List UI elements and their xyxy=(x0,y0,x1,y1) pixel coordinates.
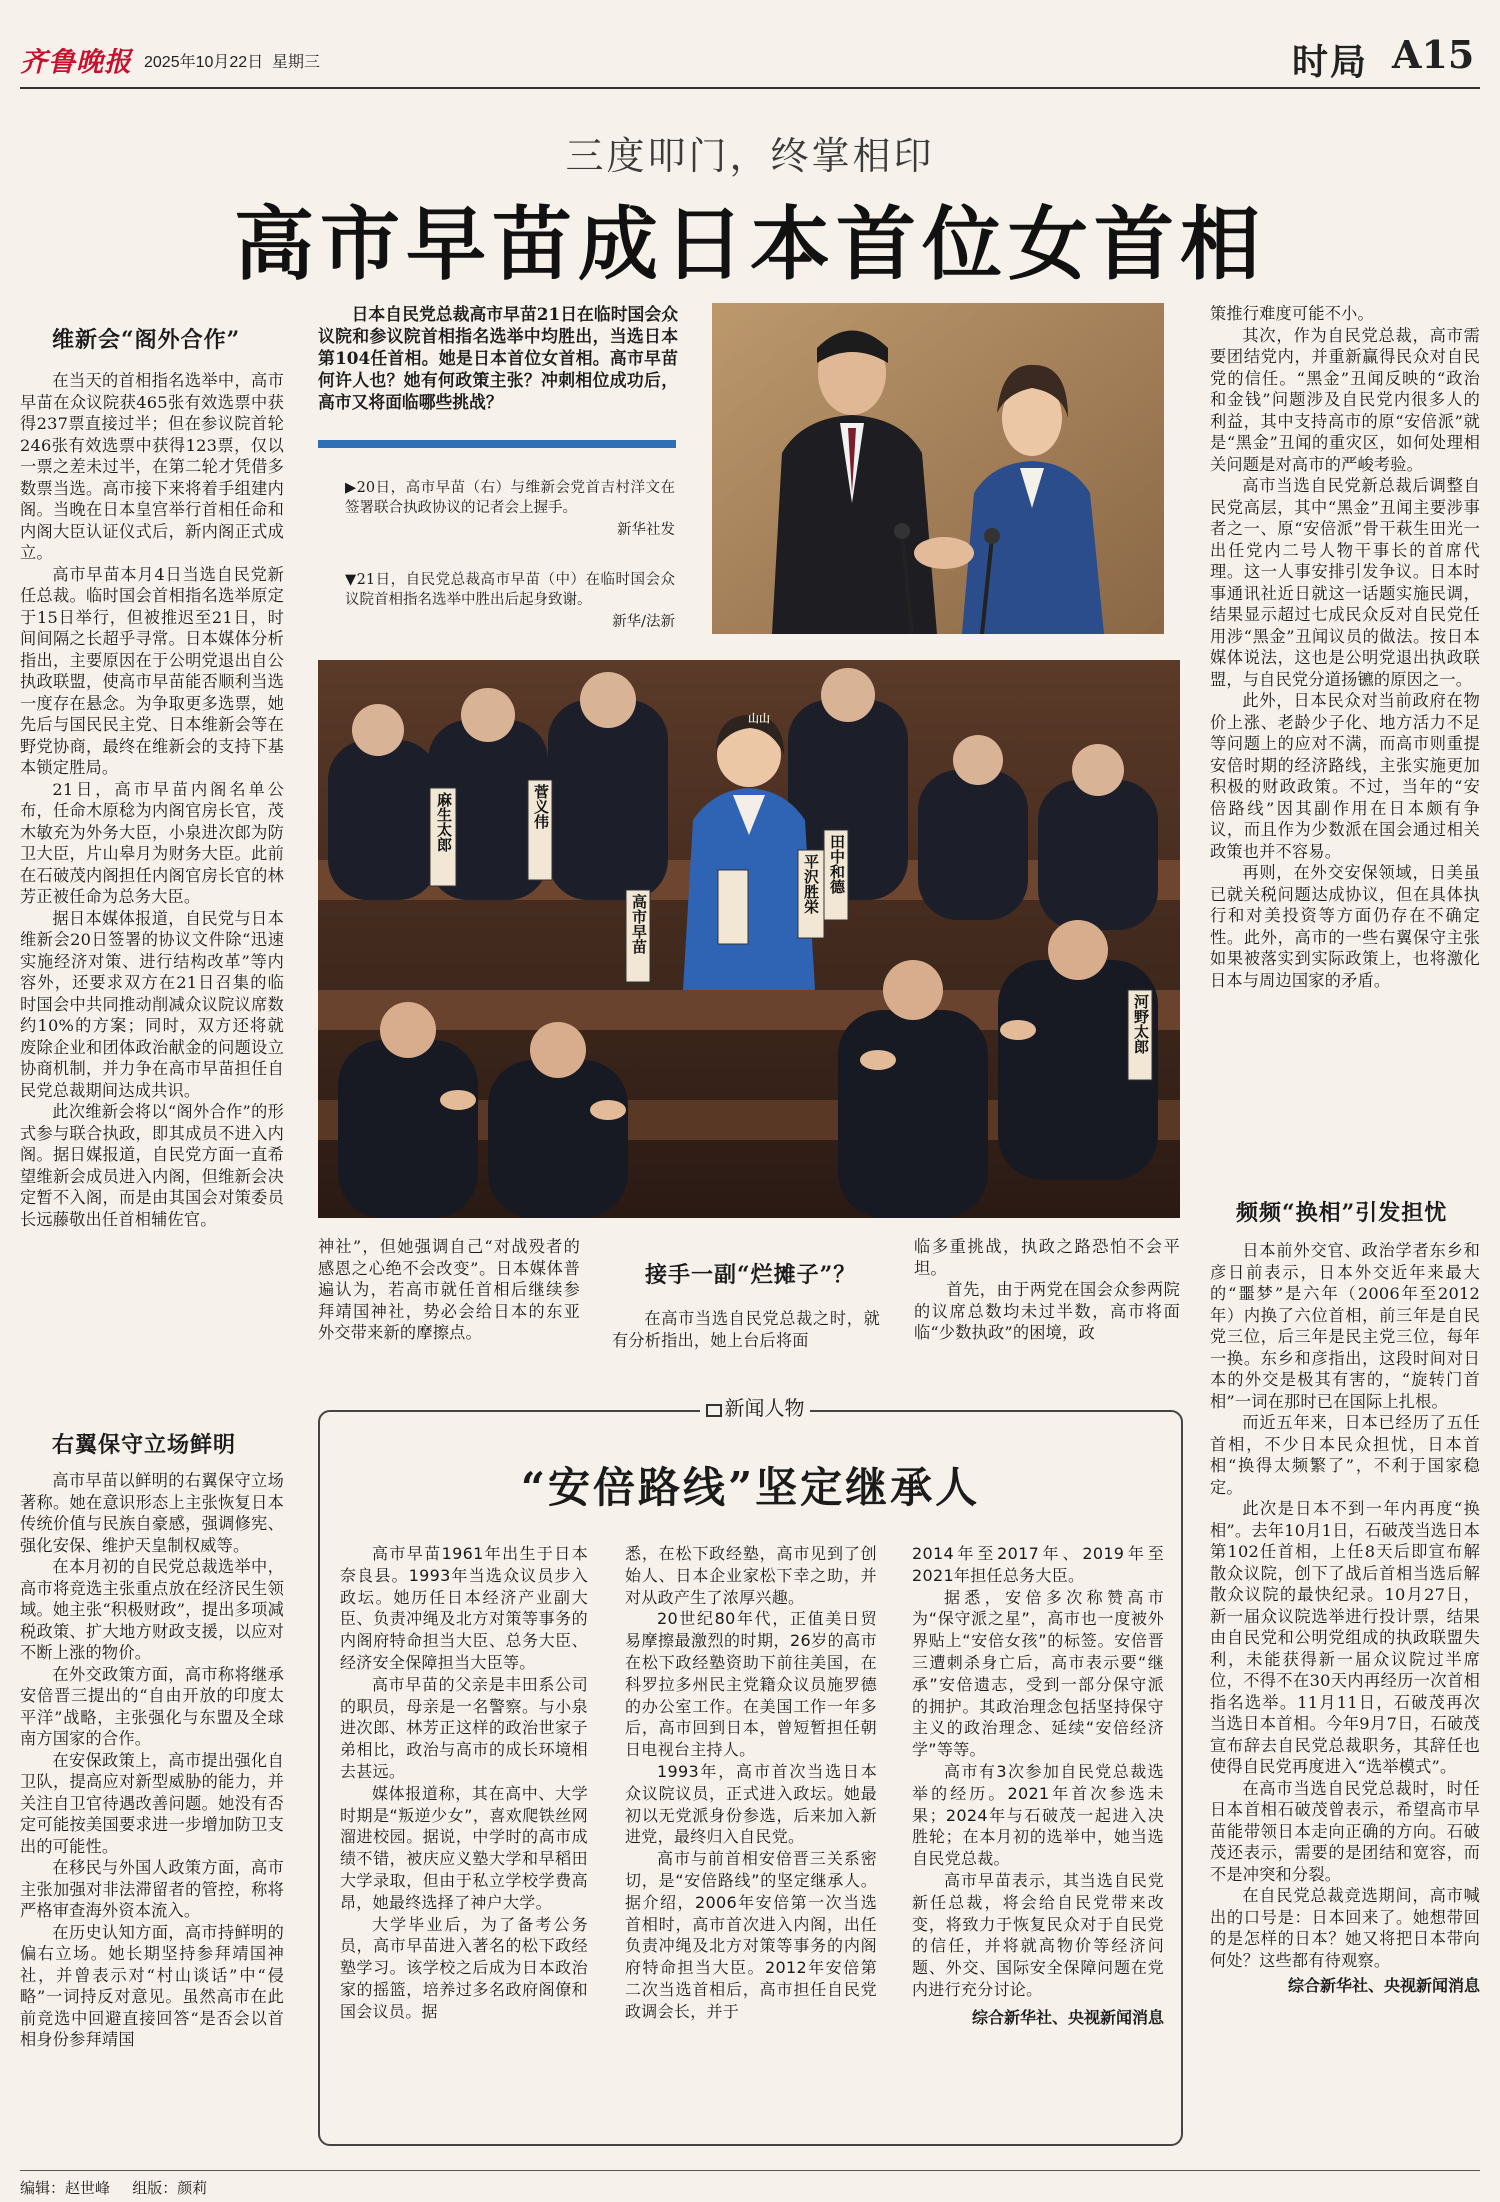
paragraph: 此次是日本不到一年内再度“换相”。去年10月1日，石破茂当选日本第102任首相，上任8天后即宣布解散众议院，创下了战后首相当选后解散众议院的最快纪录。10月27日，新一届众议院选举进行投计票，结果由自民党和公明党组成的执政联盟失利，未能获得新一届众议院过半席位，不得不在30天内再经历一次首相指名选举。11月11日，石破茂再次当选日本首相。今年9月7日，石破茂宣布辞去自民党总裁职务，其辞任也使得自民党再度进入“选举模式”。 xyxy=(1210,1499,1480,1776)
caption-applause xyxy=(345,570,675,631)
paragraph: 首先，由于两党在国会众参两院的议席总数均未过半数，高市将面临“少数执政”的困境，政 xyxy=(914,1280,1180,1342)
photo-handshake-illustration xyxy=(712,303,1164,634)
paragraph: 策推行难度可能不小。 xyxy=(1210,304,1374,323)
subhead-outside-cabinet: 维新会“阁外合作” xyxy=(52,327,241,353)
paragraph: 2014年至2017年、2019年至2021年担任总务大臣。 xyxy=(912,1544,1164,1585)
profile-column-3 xyxy=(912,1543,1164,2028)
left-column-part2 xyxy=(20,1470,284,2051)
nameplate-label: 河野太郎 xyxy=(1132,994,1150,1054)
photo-handshake xyxy=(712,303,1164,634)
paragraph: 在高市当选自民党总裁时，时任日本首相石破茂曾表示，希望高市早苗能带领日本走向正确的方向。石破茂还表示，需要的是团结和宽容，而不是冲突和分裂。 xyxy=(1210,1778,1480,1884)
nameplate-label: 山山 xyxy=(748,712,770,725)
lead-paragraph: 日本自民党总裁高市早苗21日在临时国会众议院和参议院首相指名选举中均胜出，当选日本第104任首相。她是日本首位女首相。高市早苗何许人也？她有何政策主张？冲刺相位成功后，高市又将面临哪些挑战？ xyxy=(318,304,678,412)
nameplate-label: 田中和德 xyxy=(828,834,846,894)
profile-title: “安倍路线”坚定继承人 xyxy=(520,1463,981,1512)
paragraph: 据日本媒体报道，自民党与日本维新会20日签署的协议文件除“迅速实施经济对策、进行结构改革”等内容外，还要求双方在21日召集的临时国会中共同推动削减众议院议席数约10%的方案；同时，双方还将就废除企业和团体政治献金的问题设立协商机制，并力争在高市早苗担任自民党总裁期间达成共识。 xyxy=(20,908,284,1100)
caption-credit: 新华/法新 xyxy=(612,614,675,630)
paragraph: 高市有3次参加自民党总裁选举的经历。2021年首次参选未果；2024年与石破茂一起进入决胜轮；在本月初的选举中，她当选自民党总裁。 xyxy=(912,1761,1164,1869)
section-name: 时局 xyxy=(1292,41,1369,83)
paragraph: 高市早苗本月4日当选自民党新任总裁。临时国会首相指名选举原定于15日举行，但被推迟至21日，时间间隔之长超乎寻常。日本媒体分析指出，主要原因在于公明党退出自公执政联盟，使高市早苗能否顺利当选一度存在悬念。为争取更多选票，她先后与国民民主党、日本维新会等在野党协商，最终在维新会的支持下基本锁定胜局。 xyxy=(20,564,284,777)
profile-label-icon xyxy=(706,1404,722,1417)
nameplate-label: 麻生太郎 xyxy=(435,792,453,852)
paragraph: 在安保政策上，高市提出强化自卫队，提高应对新型威胁的能力，并关注自卫官待遇改善问题。她没有否定可能按美国要求进一步增加防卫支出的可能性。 xyxy=(20,1750,284,1856)
paragraph: 在高市当选自民党总裁之时，就有分析指出，她上台后将面 xyxy=(612,1309,880,1350)
paragraph: 高市早苗1961年出生于日本奈良县。1993年当选众议员步入政坛。她历任日本经济产业副大臣、负责冲绳及北方对策等事务的内阁府特命担当大臣、总务大臣、经济安全保障担当大臣等。 xyxy=(340,1544,588,1672)
main-headline: 高市早苗成日本首位女首相 xyxy=(234,197,1266,291)
paragraph: 21日，高市早苗内阁名单公布，任命木原稔为内阁官房长官，茂木敏充为外务大臣，小泉进次郎为防卫大臣，片山皋月为财务大臣。此前在石破茂内阁担任内阁官房长官的林芳正被任命为总务大臣。 xyxy=(20,779,284,906)
paragraph: 据悉，安倍多次称赞高市为“保守派之星”，高市也一度被外界贴上“安倍女孩”的标签。安倍晋三遭刺杀身亡后，高市表示要“继承”安倍遗志，受到一部分保守派的拥护。其政治理念包括坚持保守主义的政治理念、延续“安倍经济学”等等。 xyxy=(912,1587,1164,1760)
paragraph: 此外，日本民众对当前政府在物价上涨、老龄少子化、地方活力不足等问题上的应对不满，而高市则重提安倍时期的经济路线，主张实施更加积极的财政政策。不过，当年的“安倍路线”因其副作用在日本颇有争议，而且作为少数派在国会通过相关政策也并不容易。 xyxy=(1210,691,1480,861)
photo-parliament-illustration xyxy=(318,660,1180,1218)
nameplate-label: 菅义伟 xyxy=(532,784,550,829)
paragraph: 在外交政策方面，高市称将继承安倍晋三提出的“自由开放的印度太平洋”战略，主张强化与东盟及全球南方国家的合作。 xyxy=(20,1664,284,1748)
nameplate-label: 高市早苗 xyxy=(630,894,648,954)
paragraph: 此次维新会将以“阁外合作”的形式参与联合执政，即其成员不进入内阁。据日媒报道，自民党方面一直希望维新会成员进入内阁，但维新会决定暂不入阁，而是由其国会对策委员长远藤敬出任首相辅佐官。 xyxy=(20,1102,284,1229)
left-column-part1 xyxy=(20,370,284,1230)
nameplate-label: 平沢胜栄 xyxy=(802,854,820,914)
profile-label-text: 新闻人物 xyxy=(724,1396,805,1420)
profile-box-label xyxy=(700,1394,810,1422)
paragraph: 神社”，但她强调自己“对战殁者的感恩之心绝不会改变”。日本媒体普遍认为，若高市就任首相后继续参拜靖国神社，势必会给日本的东亚外交带来新的摩擦点。 xyxy=(318,1237,580,1342)
paragraph: 在历史认知方面，高市持鲜明的偏右立场。她长期坚持参拜靖国神社，并曾表示对“村山谈话”中“侵略”一词持反对意见。虽然高市在此前竞选中回避直接回答“是否会以首相身份参拜靖国 xyxy=(20,1922,284,2049)
issue-date: 2025年10月22日 xyxy=(144,54,264,71)
profile-column-1 xyxy=(340,1543,588,2023)
paragraph: 在当天的首相指名选举中，高市早苗在众议院获465张有效选票中获得237票直接过半；但在参议院首轮246张有效选票中获得123票，仅以一票之差未过半，在第二轮才凭借多数票当选。高市接下来将着手组建内阁。当晚在日本皇宫举行首相任命和内阁大臣认证仪式后，新内阁正式成立。 xyxy=(20,371,284,562)
paragraph: 1993年，高市首次当选日本众议院议员，正式进入政坛。她最初以无党派身份参选，后来加入新进党，最终归入自民党。 xyxy=(625,1761,877,1847)
paragraph: 其次，作为自民党总裁，高市需要团结党内，并重新赢得民众对自民党的信任。“黑金”丑闻反映的“政治和金钱”问题涉及自民党内很多人的利益，其中支持高市的原“安倍派”就是“黑金”丑闻的重灾区，如何处理相关问题是对高市的严峻考验。 xyxy=(1210,325,1480,474)
mid-column-1 xyxy=(318,1236,580,1344)
paragraph: 在移民与外国人政策方面，高市主张加强对非法滞留者的管控，称将严格审查海外资本流入。 xyxy=(20,1858,284,1920)
footer-layout: 组版：颜莉 xyxy=(132,2180,208,2197)
paragraph: 高市当选自民党新总裁后调整自民党高层，其中“黑金”丑闻主要涉事者之一、原“安倍派”骨干萩生田光一出任党内二号人物干事长的首席代理。这一人事安排引发争议。日本时事通讯社近日就这一话题实施民调，结果显示超过七成民众反对自民党任用涉“黑金”丑闻议员的做法。按日本媒体说法，这也是公明党退出执政联盟，与自民党分道扬镳的原因之一。 xyxy=(1210,476,1480,689)
paragraph: 在本月初的自民党总裁选举中，高市将竞选主张重点放在经济民生领域。她主张“积极财政”，提出多项减税政策、扩大地方财政支援，以应对不断上涨的物价。 xyxy=(20,1557,284,1662)
paragraph: 高市早苗表示，其当选自民党新任总裁，将会给自民党带来改变，将致力于恢复民众对于自民党的信任，并将就高物价等经济问题、外交、国际安全保障问题在党内进行充分讨论。 xyxy=(912,1870,1164,1999)
newspaper-logo: 齐鲁晚报 xyxy=(20,47,132,78)
paragraph: 而近五年来，日本已经历了五任首相，不少日本民众担忧，日本首相“换得太频繁了”，不利于国家稳定。 xyxy=(1210,1413,1480,1497)
issue-weekday: 星期三 xyxy=(272,54,321,71)
footer-editor: 编辑：赵世峰 xyxy=(20,2180,111,2197)
paragraph: 大学毕业后，为了备考公务员，高市早苗进入著名的松下政经塾学习。该学校之后成为日本政治家的摇篮，培养过多名政府阁僚和国会议员。据 xyxy=(340,1914,588,2021)
subhead-pm-changes: 频频“换相”引发担忧 xyxy=(1236,1200,1448,1226)
paragraph: 高市早苗以鲜明的右翼保守立场著称。她在意识形态上主张恢复日本传统价值与民族自豪感，强调修宪、强化安保、维护天皇制权威等。 xyxy=(20,1471,284,1555)
right-column-part1 xyxy=(1210,303,1480,991)
paragraph: 临多重挑战，执政之路恐怕不会平坦。 xyxy=(914,1237,1180,1278)
subhead-right-wing: 右翼保守立场鲜明 xyxy=(52,1432,237,1458)
subhead-mess: 接手一副“烂摊子”？ xyxy=(645,1262,857,1288)
profile-signature: 综合新华社、央视新闻消息 xyxy=(971,2007,1164,2027)
paragraph: 在自民党总裁竞选期间，高市喊出的口号是：日本回来了。她想带回的是怎样的日本？她又将把日本带向何处？这些都有待观察。 xyxy=(1210,1886,1480,1970)
paragraph: 悉，在松下政经塾，高市见到了创始人、日本企业家松下幸之助，并对从政产生了浓厚兴趣。 xyxy=(625,1544,877,1607)
kicker-title: 三度叩门，终掌相印 xyxy=(565,134,935,178)
paragraph: 高市与前首相安倍晋三关系密切，是“安倍路线”的坚定继承人。据介绍，2006年安倍第一次当选首相时，高市首次进入内阁，出任负责冲绳及北方对策等事务的内阁府特命担当大臣。2012年安倍第二次当选首相后，高市担任自民党政调会长，并于 xyxy=(625,1849,877,2021)
page-number: A15 xyxy=(1392,32,1475,77)
right-column-part2 xyxy=(1210,1240,1480,1996)
mid-column-3 xyxy=(914,1236,1180,1344)
footer-credits xyxy=(20,2177,207,2198)
paragraph: 日本前外交官、政治学者东乡和彦日前表示，日本外交近年来最大的“噩梦”是六年（2006年至2012年）内换了六位首相，前三年是自民党三位，后三年是民主党三位，每年一换。东乡和彦指出，这段时间对日本的外交是极其有害的，“旋转门首相”一词在那时已在国际上扎根。 xyxy=(1210,1241,1480,1411)
footer-divider xyxy=(20,2170,1480,2171)
lead-accent-bar xyxy=(318,440,676,448)
header-divider xyxy=(20,87,1480,89)
article-signature: 综合新华社、央视新闻消息 xyxy=(1287,1976,1480,1995)
profile-column-2 xyxy=(625,1543,877,2023)
caption-text: ▶20日，高市早苗（右）与维新会党首吉村洋文在签署联合执政协议的记者会上握手。 xyxy=(345,480,675,516)
paragraph: 再则，在外交安保领域，日美虽已就关税问题达成协议，但在具体执行和对美投资等方面仍存在不确定性。此外，高市的一些右翼保守主张如果被落实到实际政策上，也将激化日本与周边国家的矛盾。 xyxy=(1210,863,1480,990)
caption-credit: 新华社发 xyxy=(617,522,675,538)
caption-handshake xyxy=(345,478,675,539)
caption-text: ▼21日，自民党总裁高市早苗（中）在临时国会众议院首相指名选举中胜出后起身致谢。 xyxy=(345,572,675,608)
paragraph: 媒体报道称，其在高中、大学时期是“叛逆少女”，喜欢爬铁丝网溜进校园。据说，中学时的高市成绩不错，被庆应义塾大学和早稻田大学录取，但由于私立学校学费高昂，她最终选择了神户大学。 xyxy=(340,1783,588,1912)
paragraph: 20世纪80年代，正值美日贸易摩擦最激烈的时期，26岁的高市在松下政经塾资助下前往美国，在科罗拉多州民主党籍众议员施罗德的办公室工作。在美国工作一年多后，高市回到日本，曾短暂担任朝日电视台主持人。 xyxy=(625,1609,877,1760)
mid-column-2 xyxy=(612,1308,880,1351)
paragraph: 高市早苗的父亲是丰田系公司的职员，母亲是一名警察。与小泉进次郎、林芳正这样的政治世家子弟相比，政治与高市的成长环境相去甚远。 xyxy=(340,1674,588,1781)
photo-parliament xyxy=(318,660,1180,1218)
